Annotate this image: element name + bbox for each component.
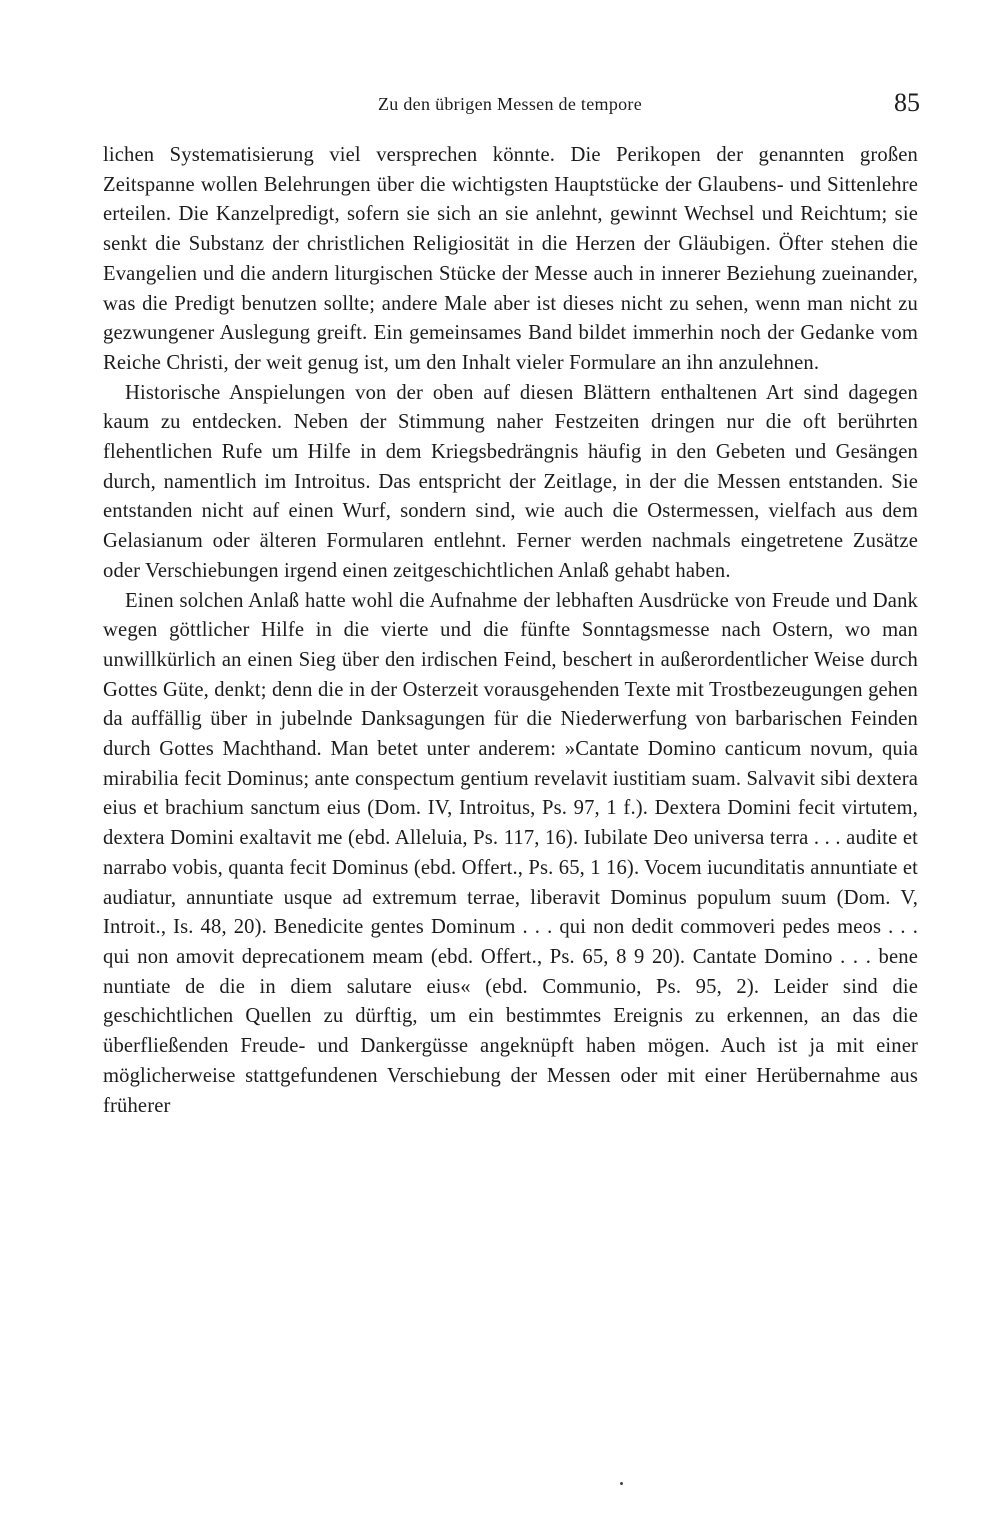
paragraph-2: Historische Anspielungen von der oben auf diesen Blättern enthaltenen Art sind dagegen kaum zu entdecken. Neben der Stimmung naher Festzeiten dringen nur die oft berührten flehentlichen Rufe um Hilfe in dem Kriegsbedrängnis häufig in den Gebeten und Gesängen durch, namentlich im Introitus. Das entspricht der Zeitlage, in der die Messen entstanden. Sie entstanden nicht auf einen Wurf, sondern sind, wie auch die Ostermessen, vielfach aus dem Gelasianum oder älteren Formularen entlehnt. Ferner werden nachmals eingetretene Zusätze oder Verschiebungen irgend einen zeitgeschichtlichen Anlaß gehabt haben. xyxy=(103,381,918,582)
page-number: 85 xyxy=(894,88,920,117)
paragraph-3: Einen solchen Anlaß hatte wohl die Aufnahme der lebhaften Ausdrücke von Freude und Dank wegen göttlicher Hilfe in die vierte und die fünfte Sonntagsmesse nach Ostern, wo man unwillkürlich an einen Sieg über den irdischen Feind, beschert in außerordentlicher Weise durch Gottes Güte, denkt; denn die in der Osterzeit vorausgehenden Texte mit Trostbezeugungen gehen da auffällig über in jubelnde Danksagungen für die Niederwerfung von barbarischen Feinden durch Gottes Machthand. Man betet unter anderem: »Cantate Domino canticum novum, quia mirabilia fecit Dominus; ante conspectum gentium revelavit iustitiam suam. Salvavit sibi dextera eius et brachium sanctum eius (Dom. IV, Introitus, Ps. 97, 1 f.). Dextera Domini fecit virtutem, dextera Domini exaltavit me (ebd. Alleluia, Ps. 117, 16). Iubilate Deo universa terra . . . audite et narrabo vobis, quanta fecit Dominus (ebd. Offert., Ps. 65, 1 16). Vocem iucunditatis annuntiate et audiatur, annuntiate usque ad extremum terrae, liberavit Dominus populum suum (Dom. V, Introit., Is. 48, 20). Benedicite gentes Dominum . . . qui non dedit commoveri pedes meos . . . qui non amovit deprecationem meam (ebd. Offert., Ps. 65, 8 9 20). Cantate Domino . . . bene nuntiate de die in diem salutare eius« (ebd. Communio, Ps. 95, 2). Leider sind die geschichtlichen Quellen zu dürftig, um ein bestimmtes Ereignis zu erkennen, an das die überfließenden Freude- und Dankergüsse angeknüpft haben mögen. Auch ist ja mit einer möglicherweise stattgefundenen Verschiebung der Messen oder mit einer Herübernahme aus früherer xyxy=(103,589,918,1117)
page-header xyxy=(100,88,920,124)
running-title: Zu den übrigen Messen de tempore xyxy=(377,94,643,114)
body-text xyxy=(103,141,918,1121)
paragraph-1: lichen Systematisierung viel versprechen könnte. Die Perikopen der genannten großen Zeitspanne wollen Belehrungen über die wichtigsten Hauptstücke der Glaubens- und Sittenlehre erteilen. Die Kanzelpredigt, sofern sie sich an sie anlehnt, gewinnt Wechsel und Reichtum; sie senkt die Substanz der christlichen Religiosität in die Herzen der Gläubigen. Öfter stehen die Evangelien und die andern liturgischen Stücke der Messe auch in innerer Beziehung zueinander, was die Predigt benutzen sollte; andere Male aber ist dieses nicht zu sehen, wenn man nicht zu gezwungener Auslegung greift. Ein gemeinsames Band bildet immerhin noch der Gedanke vom Reiche Christi, der weit genug ist, um den Inhalt vieler Formulare an ihn anzulehnen. xyxy=(103,144,918,374)
print-speck xyxy=(620,1482,623,1485)
